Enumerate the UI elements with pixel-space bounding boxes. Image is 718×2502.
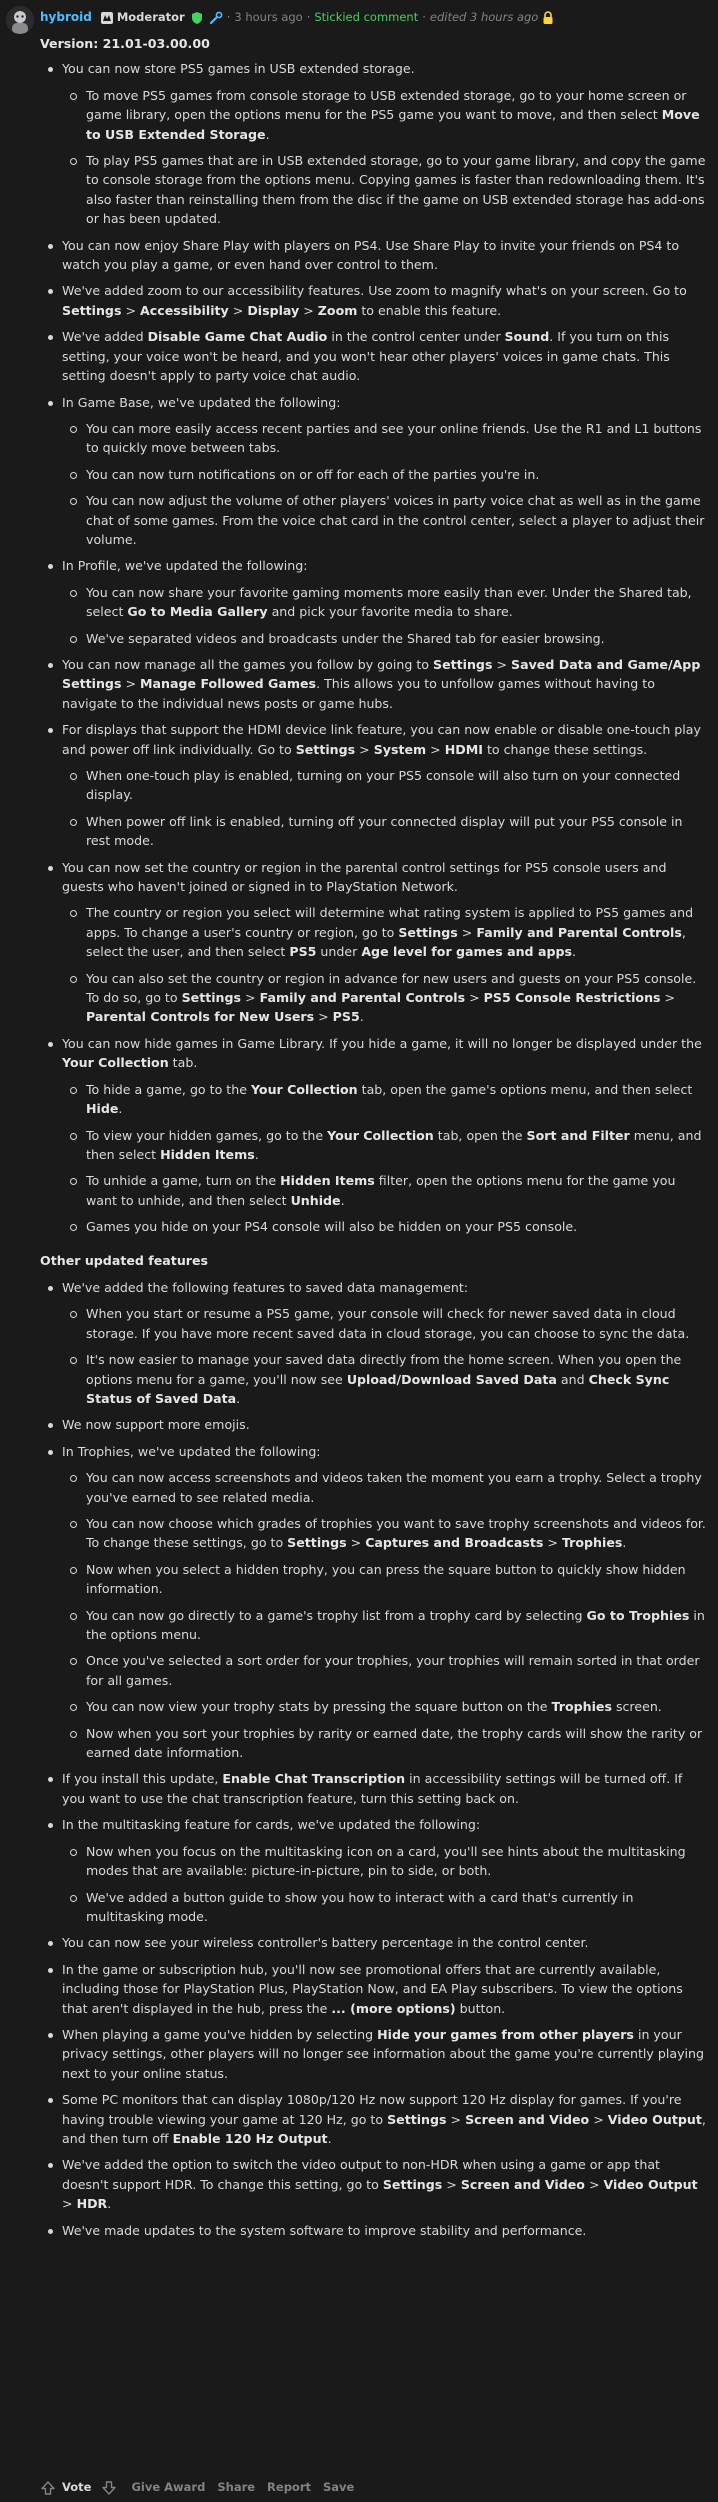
version-heading: Version: 21.01-03.00.00 — [40, 36, 210, 51]
list-item-text: When playing a game you've hidden by selecting Hide your games from other players in your privacy settings, other players will no longer see information about the game you're currently playing next to your online status. — [62, 2026, 705, 2081]
sub-list-item: You can now go directly to a game's trophy list from a trophy card by selecting Go to Trophies in the options menu. — [62, 1606, 708, 1645]
give-award-button[interactable]: Give Award — [131, 2480, 206, 2495]
comment-footer — [40, 2478, 362, 2498]
sub-list-item: We've added a button guide to show you how to interact with a card that's currently in multitasking mode. — [62, 1888, 708, 1927]
list-item-text: Some PC monitors that can display 1080p/120 Hz now support 120 Hz display for games. If you're having trouble viewing your game at 120 Hz, go to Settings > Screen and Video > Video Output, and then turn off Enable 120 Hz Output. — [62, 2092, 706, 2146]
list-item — [40, 1933, 708, 1952]
list-item — [40, 1034, 708, 1237]
sub-list-item: When one-touch play is enabled, turning on your PS5 console will also turn on your connected display. — [62, 766, 708, 805]
list-item — [40, 1960, 708, 2018]
vote-label: Vote — [62, 2480, 92, 2495]
list-item-text: You can now enjoy Share Play with players on PS4. Use Share Play to invite your friends on PS4 to watch you play a game, or even hand over control to them. — [62, 237, 680, 273]
list-item-text: You can now store PS5 games in USB extended storage. — [62, 61, 415, 77]
list-item — [40, 655, 708, 713]
moderator-flair: Moderator — [116, 10, 185, 25]
list-item — [40, 556, 708, 648]
sub-list-item: You can more easily access recent parties and see your online friends. Use the R1 and L1 buttons to quickly move between tabs. — [62, 419, 708, 458]
list-item — [40, 720, 708, 850]
list-item-text: In the game or subscription hub, you'll now see promotional offers that are currently available, including those for PlayStation Plus, PlayStation Now, and EA Play subscribers. To view the options that aren't displayed in the hub, press the ... (more options) button. — [62, 1961, 683, 2016]
list-item-text: In Trophies, we've updated the following: — [62, 1443, 321, 1459]
list-item — [40, 858, 708, 1027]
sub-list — [62, 1304, 708, 1408]
lock-icon — [542, 11, 554, 25]
list-item — [40, 2155, 708, 2213]
sub-list-item: Now when you select a hidden trophy, you can press the square button to quickly show hidden information. — [62, 1560, 708, 1599]
list-item-text: We've added the following features to saved data management: — [62, 1279, 469, 1295]
sub-list — [62, 1080, 708, 1237]
upvote-icon[interactable] — [40, 2480, 56, 2496]
list-item-text: For displays that support the HDMI device link feature, you can now enable or disable one-touch play and power off link individually. Go to Settings > System > HDMI to change these settings. — [62, 722, 701, 757]
list-item — [40, 59, 708, 228]
sub-list-item: Once you've selected a sort order for your trophies, your trophies will remain sorted in that order for all games. — [62, 1651, 708, 1690]
list-item — [40, 1442, 708, 1763]
downvote-icon[interactable] — [101, 2480, 117, 2496]
shield-icon — [190, 11, 204, 25]
sub-list-item: When you start or resume a PS5 game, your console will check for newer saved data in cloud storage. If you have more recent saved data in cloud storage, you can choose to sync the data. — [62, 1304, 708, 1343]
list-item — [40, 2090, 708, 2148]
list-item — [40, 2025, 708, 2083]
sub-list-item: We've separated videos and broadcasts under the Shared tab for easier browsing. — [62, 629, 708, 648]
save-button[interactable]: Save — [323, 2480, 355, 2495]
stickied-label: Stickied comment — [314, 10, 419, 25]
list-item-text: In Profile, we've updated the following: — [62, 558, 308, 574]
sub-list-item: You can now turn notifications on or off for each of the parties you're in. — [62, 465, 708, 484]
feature-list — [40, 59, 708, 1236]
sub-list — [62, 583, 708, 648]
list-item-text: We've added the option to switch the video output to non-HDR when using a game or app that doesn't support HDR. To change this setting, go to Settings > Screen and Video > Video Output > HDR. — [62, 2157, 698, 2212]
moderator-icon — [100, 11, 114, 25]
sub-list — [62, 766, 708, 851]
list-item-text: We've added zoom to our accessibility features. Use zoom to magnify what's on your screen. Go to Settings > Accessibility > Display > Zoom to enable this feature. — [62, 283, 687, 318]
username-link[interactable]: hybroid — [40, 10, 92, 25]
list-item-text: In the multitasking feature for cards, we've updated the following: — [62, 1817, 481, 1833]
list-item — [40, 1815, 708, 1926]
list-item — [40, 2221, 708, 2240]
sub-list-item: You can now adjust the volume of other players' voices in party voice chat as well as in the game chat of some games. From the voice chat card in the control center, select a player to adjust their volume. — [62, 491, 708, 549]
sub-list-item: Now when you sort your trophies by rarity or earned date, the trophy cards will show the rarity or earned date information. — [62, 1724, 708, 1763]
list-item-text: If you install this update, Enable Chat Transcription in accessibility settings will be turned off. If you want to use the chat transcription feature, turn this setting back on. — [62, 1771, 683, 1806]
sub-list — [62, 419, 708, 549]
list-item-text: We've added Disable Game Chat Audio in the control center under Sound. If you turn on this setting, your voice won't be heard, and you won't hear other players' voices in game chats. This setting doesn't apply to party voice chat audio. — [62, 329, 670, 384]
edited-label: edited 3 hours ago — [429, 10, 539, 25]
sub-list-item: It's now easier to manage your saved data directly from the home screen. When you open the options menu for a game, you'll now see Upload/Download Saved Data and Check Sync Status of Saved Data. — [62, 1350, 708, 1408]
report-button[interactable]: Report — [267, 2480, 312, 2495]
wrench-icon — [209, 11, 223, 25]
share-button[interactable]: Share — [217, 2480, 256, 2495]
list-item-text: You can now hide games in Game Library. If you hide a game, it will no longer be displayed under the Your Collection tab. — [62, 1035, 702, 1071]
sub-list-item: The country or region you select will determine what rating system is applied to PS5 games and apps. To change a user's country or region, go to Settings > Family and Parental Controls, select the user, and then select PS5 under Age level for games and apps. — [62, 903, 708, 961]
list-item — [40, 281, 708, 320]
list-item-text: We now support more emojis. — [62, 1417, 250, 1433]
section-heading-other: Other updated features — [40, 1252, 209, 1268]
sub-list — [62, 1468, 708, 1762]
sub-list-item: You can now share your favorite gaming moments more easily than ever. Under the Shared tab, select Go to Media Gallery and pick your favorite media to share. — [62, 583, 708, 622]
sub-list-item: You can now view your trophy stats by pressing the square button on the Trophies screen. — [62, 1697, 708, 1716]
list-item — [40, 327, 708, 385]
list-item-text: You can now see your wireless controller's battery percentage in the control center. — [62, 1935, 589, 1951]
sub-list-item: When power off link is enabled, turning off your connected display will put your PS5 console in rest mode. — [62, 812, 708, 851]
sub-list — [62, 903, 708, 1026]
sub-list-item: To move PS5 games from console storage to USB extended storage, go to your home screen or game library, open the options menu for the PS5 game you want to move, and then select Move to USB Extended Storage. — [62, 86, 708, 144]
user-avatar[interactable] — [6, 6, 34, 34]
comment-time[interactable]: 3 hours ago — [234, 10, 303, 25]
list-item-text: In Game Base, we've updated the following: — [62, 394, 341, 410]
sub-list-item: To unhide a game, turn on the Hidden Items filter, open the options menu for the game you want to unhide, and then select Unhide. — [62, 1171, 708, 1210]
list-item-text: You can now set the country or region in the parental control settings for PS5 console users and guests who haven't joined or signed in to PlayStation Network. — [62, 859, 667, 895]
list-item — [40, 1415, 708, 1434]
comment-header: hybroid Moderator · 3 hours ago · Stickied comment · edited 3 hours ago — [40, 8, 710, 28]
sub-list-item: Now when you focus on the multitasking icon on a card, you'll see hints about the multitasking modes that are available: picture-in-picture, pin to side, or both. — [62, 1842, 708, 1881]
list-item-text: You can now manage all the games you follow by going to Settings > Saved Data and Game/App Settings > Manage Followed Games. This allows you to unfollow games without having to navigate to the individual news posts or game hubs. — [62, 656, 701, 711]
list-item — [40, 393, 708, 550]
sub-list-item: To view your hidden games, go to the Your Collection tab, open the Sort and Filter menu, and then select Hidden Items. — [62, 1126, 708, 1165]
sub-list — [62, 1842, 708, 1927]
other-feature-list — [40, 1278, 708, 2240]
sub-list — [62, 86, 708, 229]
sub-list-item: To hide a game, go to the Your Collection tab, open the game's options menu, and then select Hide. — [62, 1080, 708, 1119]
sub-list-item: You can also set the country or region in advance for new users and guests on your PS5 console. To do so, go to Settings > Family and Parental Controls > PS5 Console Restrictions > Parental Controls for New Users > PS5. — [62, 969, 708, 1027]
list-item — [40, 1278, 708, 1408]
list-item-text: We've made updates to the system software to improve stability and performance. — [62, 2222, 587, 2238]
sub-list-item: To play PS5 games that are in USB extended storage, go to your game library, and copy the game to console storage from the options menu. Copying games is faster than redownloading them. It's also faster than reinstalling them from the disc if the game on USB extended storage has add-ons or has been updated. — [62, 151, 708, 229]
sub-list-item: You can now access screenshots and videos taken the moment you earn a trophy. Select a trophy you've earned to see related media. — [62, 1468, 708, 1507]
sub-list-item: You can now choose which grades of trophies you want to save trophy screenshots and videos for. To change these settings, go to Settings > Captures and Broadcasts > Trophies. — [62, 1514, 708, 1553]
comment-body — [40, 34, 708, 2247]
list-item — [40, 1769, 708, 1808]
sub-list-item: Games you hide on your PS4 console will also be hidden on your PS5 console. — [62, 1217, 708, 1236]
list-item — [40, 236, 708, 275]
